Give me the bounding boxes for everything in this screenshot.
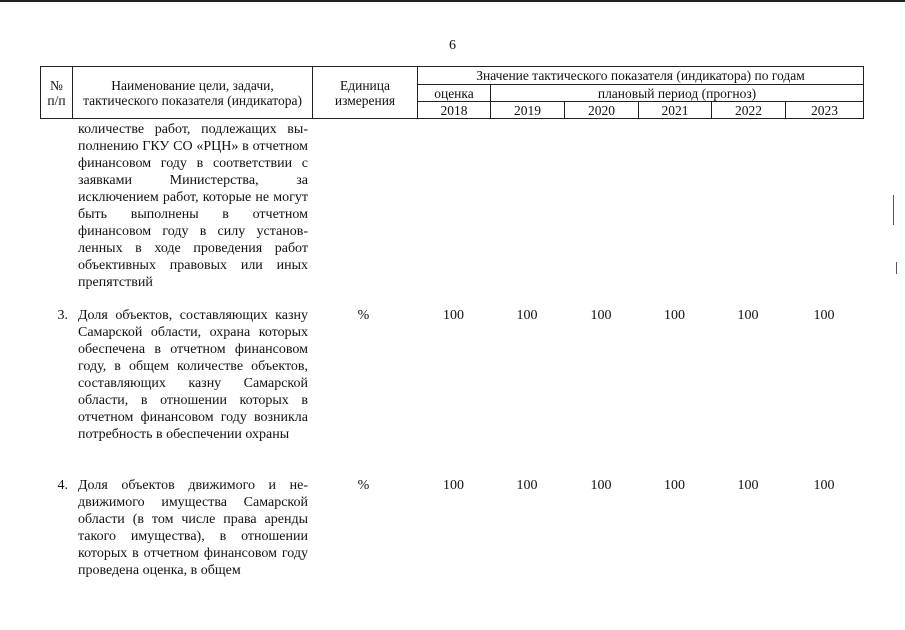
row-value-2023: 100 xyxy=(813,478,835,493)
row-value-2021: 100 xyxy=(664,308,685,323)
header-year: 2022 xyxy=(712,102,786,119)
top-border-line xyxy=(0,0,905,2)
header-year: 2018 xyxy=(418,102,491,119)
row-name: Доля объектов движимого и недвижимого имущества Самарской области (в том числе права аренды такого имущества), в отношении которых в отчетном финансовом году проведена оценка, в общем xyxy=(78,478,308,578)
row-value-2022: 100 xyxy=(737,478,759,493)
page-number: 6 xyxy=(449,38,456,53)
row-value-2023: 100 xyxy=(813,308,835,323)
row-value-2020: 100 xyxy=(590,308,612,323)
row-unit: % xyxy=(357,478,370,493)
row-value-2022: 100 xyxy=(737,308,759,323)
row-unit: % xyxy=(357,308,370,323)
row-value-2019: 100 xyxy=(516,308,538,323)
row-number: 4. xyxy=(57,478,68,493)
row-value-2020: 100 xyxy=(590,478,612,493)
header-estimate: оценка xyxy=(418,85,491,102)
row-number: 3. xyxy=(57,308,68,323)
row-value-2021: 100 xyxy=(664,478,685,493)
scan-mark xyxy=(893,195,894,225)
header-name: Наименование цели, задачи, тактического показателя (индикатора) xyxy=(73,67,313,119)
row-value-2018: 100 xyxy=(443,478,464,493)
header-unit: Единица измерения xyxy=(313,67,418,119)
header-values: Значение тактического показателя (индикатора) по годам xyxy=(418,67,864,85)
header-year: 2020 xyxy=(565,102,639,119)
table-header xyxy=(40,66,864,119)
header-plan-period: плановый период (прогноз) xyxy=(491,85,864,102)
row-name: количестве работ, подлежащих выполнению ГКУ СО «РЦН» в отчетном финансовом году в соответствии с заявками Министерства, за исключением работ, которые не могут быть выполнены в отчетном финансовом году в силу установленных в ходе проведения работ объективных правовых или иных препятствий xyxy=(78,122,308,290)
scan-mark xyxy=(896,262,897,274)
header-number: № п/п xyxy=(41,67,73,119)
header-year: 2021 xyxy=(639,102,712,119)
header-year: 2019 xyxy=(491,102,565,119)
row-name: Доля объектов, составляющих казну Самарской области, охрана которых обеспечена в отчетном финансовом году, в общем количестве объектов, составляющих казну Самарской области, в отношении которых в отчетном финансовом году возникла потребность в обеспечении охраны xyxy=(78,308,308,442)
row-value-2019: 100 xyxy=(516,478,538,493)
row-value-2018: 100 xyxy=(443,308,464,323)
header-year: 2023 xyxy=(786,102,864,119)
